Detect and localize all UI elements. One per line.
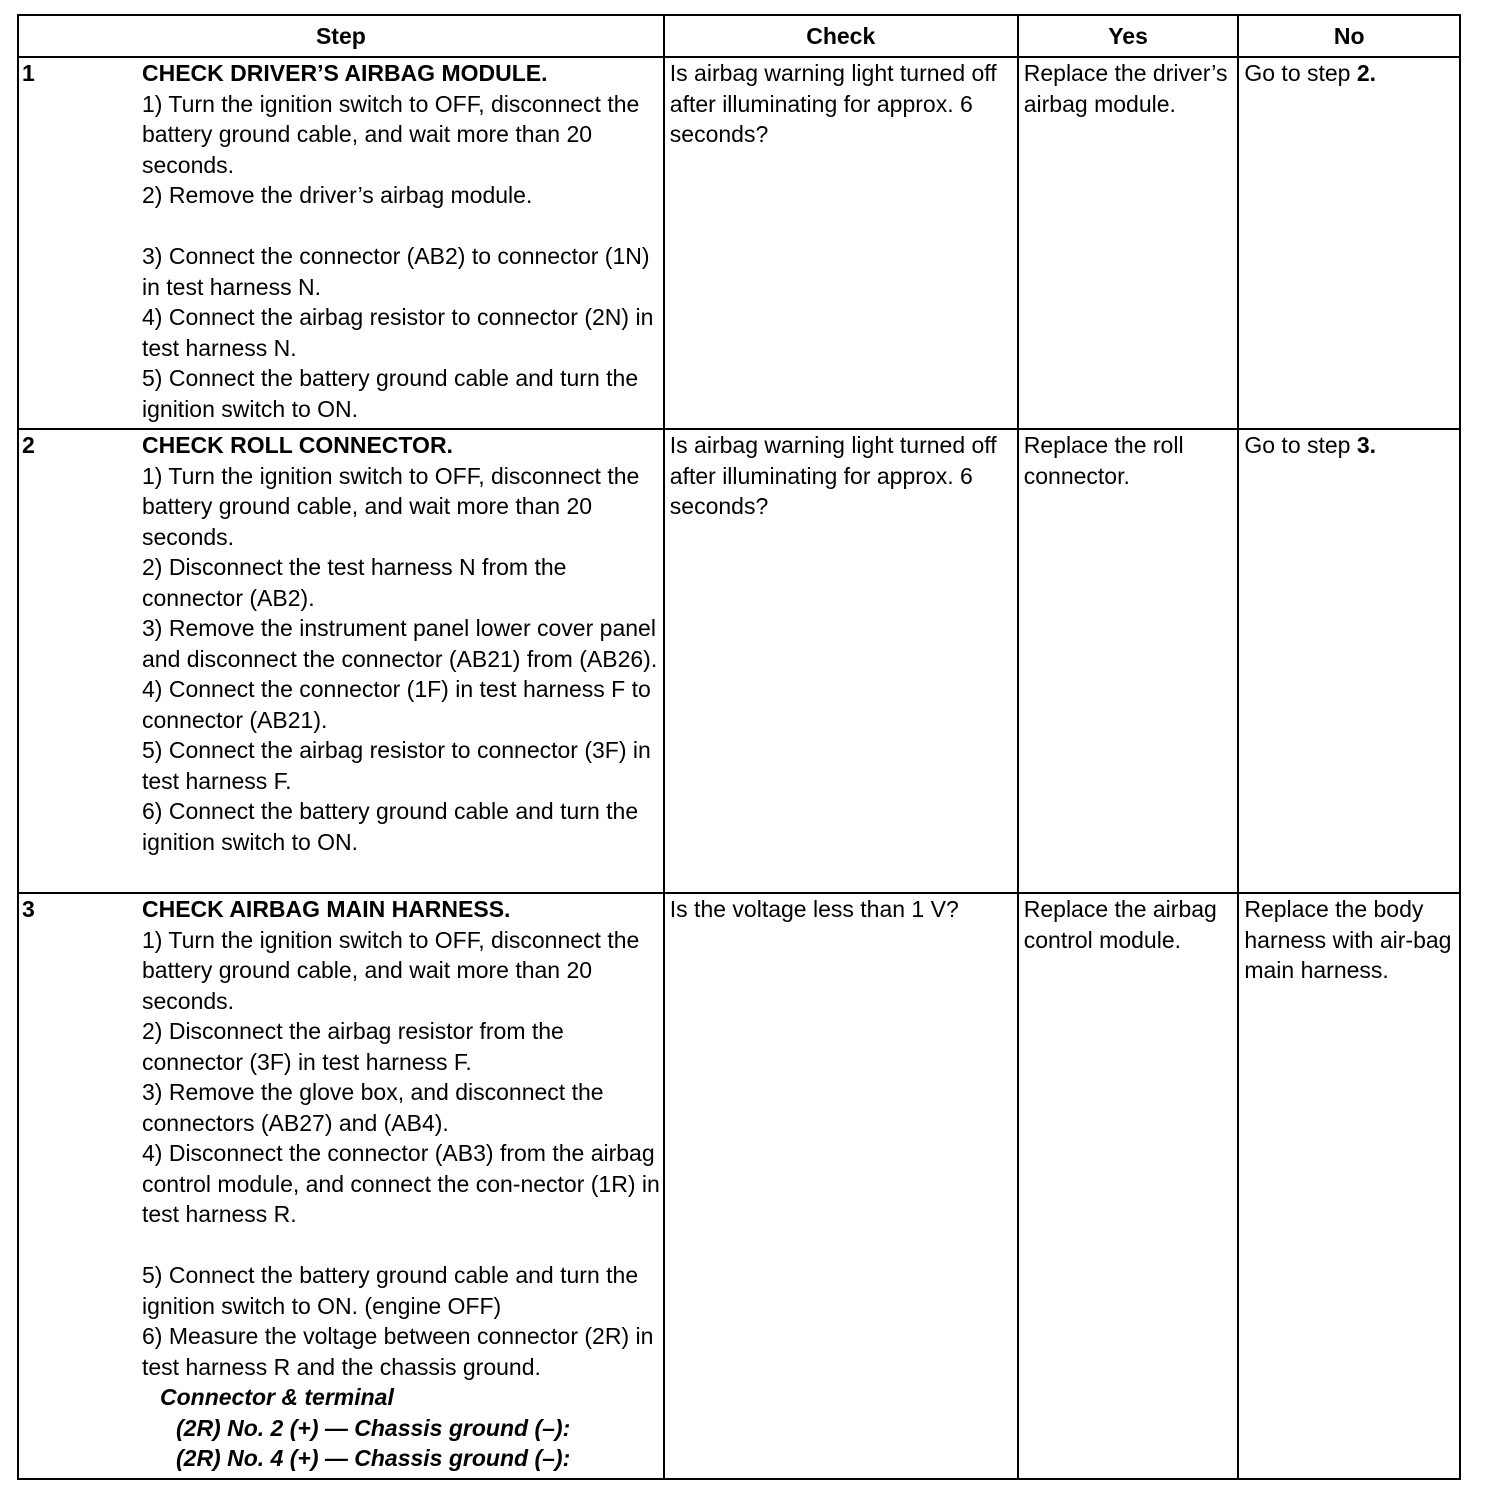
instruction: 4) Connect the airbag resistor to connector (2N) in test harness N. [142,304,654,361]
connector-terminal-label: Connector & terminal [160,1384,394,1410]
header-step: Step [18,15,664,57]
yes-cell [1018,429,1239,893]
goto-step-number: 2. [1356,60,1377,86]
check-cell [664,57,1018,429]
step-title: CHECK ROLL CONNECTOR. [142,432,453,458]
goto-step-number: 3. [1356,432,1377,458]
check-text: Is the voltage less than 1 V? [669,896,959,922]
instruction: 2) Disconnect the airbag resistor from the connector (3F) in test harness F. [142,1018,564,1075]
no-cell [1238,893,1460,1479]
instruction: 3) Remove the instrument panel lower cover panel and disconnect the connector (AB21) from (AB26). [142,615,658,672]
no-text: Replace the body harness with air-bag main harness. [1244,896,1452,983]
no-prefix: Go to step [1244,432,1357,458]
no-cell [1238,57,1460,429]
instruction: 5) Connect the battery ground cable and turn the ignition switch to ON. [142,365,639,422]
instruction: 1) Turn the ignition switch to OFF, disconnect the battery ground cable, and wait more than 20 seconds. [142,90,640,178]
instruction: 4) Connect the connector (1F) in test harness F to connector (AB21). [142,676,651,733]
step-number: 3 [22,896,35,922]
yes-text: Replace the driver’s airbag module. [1023,60,1228,117]
no-text [1239,430,1459,461]
step-number: 1 [22,60,35,86]
check-cell [664,429,1018,893]
yes-text: Replace the airbag control module. [1023,896,1217,953]
step-number: 2 [22,432,35,458]
no-text [1239,58,1459,89]
instruction: 3) Connect the connector (AB2) to connector (1N) in test harness N. [142,243,650,300]
instruction: 3) Remove the glove box, and disconnect the connectors (AB27) and (AB4). [142,1079,604,1136]
instruction: 2) Disconnect the test harness N from the connector (AB2). [142,554,567,611]
table-row [18,57,1460,429]
step-title: CHECK DRIVER’S AIRBAG MODULE. [142,60,548,86]
instruction: 2) Remove the driver’s airbag module. [142,182,533,208]
header-row [18,15,1460,57]
instruction: 1) Turn the ignition switch to OFF, disconnect the battery ground cable, and wait more than 20 seconds. [142,926,640,1014]
step-cell [18,429,664,893]
instruction: 6) Connect the battery ground cable and turn the ignition switch to ON. [142,798,639,855]
no-cell [1238,429,1460,893]
no-prefix: Go to step [1244,60,1357,86]
yes-text: Replace the roll connector. [1023,432,1184,489]
step-title: CHECK AIRBAG MAIN HARNESS. [142,896,511,922]
check-text: Is airbag warning light turned off after illuminating for approx. 6 seconds? [669,432,997,519]
yes-cell [1018,57,1239,429]
table-row [18,893,1460,1479]
header-no: No [1238,15,1460,57]
table-row [18,429,1460,893]
instruction: 6) Measure the voltage between connector (2R) in test harness R and the chassis ground. [142,1323,654,1380]
connector-terminal-line: (2R) No. 4 (+) — Chassis ground (–): [176,1445,571,1471]
connector-terminal-line: (2R) No. 2 (+) — Chassis ground (–): [176,1414,571,1441]
instruction: 5) Connect the airbag resistor to connector (3F) in test harness F. [142,737,651,794]
yes-cell [1018,893,1239,1479]
step-cell [18,893,664,1479]
check-cell [664,893,1018,1479]
check-text: Is airbag warning light turned off after illuminating for approx. 6 seconds? [669,60,997,147]
instruction: 4) Disconnect the connector (AB3) from the airbag control module, and connect the con-nector (1R) in test harness R. [142,1140,660,1227]
header-check: Check [664,15,1018,57]
instruction: 1) Turn the ignition switch to OFF, disconnect the battery ground cable, and wait more than 20 seconds. [142,462,640,550]
step-cell [18,57,664,429]
header-yes: Yes [1018,15,1239,57]
diagnostic-table [17,14,1461,1480]
instruction: 5) Connect the battery ground cable and turn the ignition switch to ON. (engine OFF) [142,1262,639,1319]
